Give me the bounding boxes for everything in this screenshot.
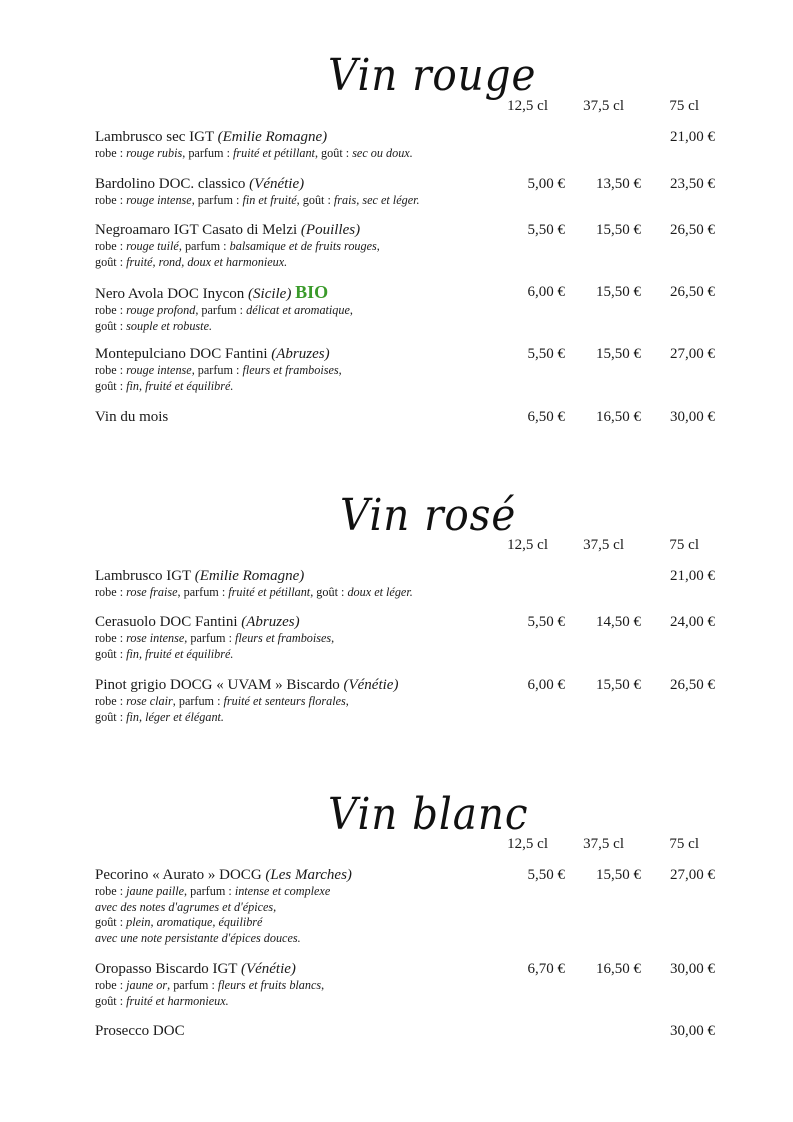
description-value: fruité et pétillant (228, 585, 311, 599)
wine-region: (Sicile) (248, 286, 292, 302)
price-37-5cl: 14,50 € (596, 614, 641, 630)
wine-description (95, 585, 715, 601)
price-75cl: 30,00 € (670, 961, 715, 977)
wine-description (95, 710, 715, 726)
wine-description (95, 884, 715, 900)
description-label: , goût : (314, 146, 353, 160)
price-75cl: 24,00 € (670, 614, 715, 630)
description-label: goût : (95, 254, 127, 269)
description-label: robe : (95, 631, 127, 645)
wine-name: Lambrusco sec IGT (95, 129, 214, 145)
description-label: , goût : (310, 585, 348, 599)
price-75cl: 27,00 € (670, 346, 715, 362)
description-value: avec une note persistante d'épices douces. (95, 930, 301, 945)
price-12-5cl: 6,50 € (527, 409, 565, 425)
column-header-12-5cl: 12,5 cl (507, 836, 548, 852)
description-label: , (345, 694, 349, 708)
wine-item (95, 613, 715, 662)
price-12-5cl: 6,00 € (527, 677, 565, 693)
column-header-75cl: 75 cl (669, 836, 699, 852)
price-75cl: 21,00 € (670, 568, 715, 584)
description-value: frais, sec et léger. (333, 193, 420, 207)
wine-description (95, 931, 715, 947)
description-label: , parfum : (195, 303, 247, 317)
description-label: , (376, 239, 380, 253)
description-value: fruité et senteurs florales (223, 694, 346, 708)
wine-description (95, 193, 715, 209)
description-label: , parfum : (167, 978, 218, 992)
description-value: fleurs et framboises, (235, 631, 335, 645)
wine-name-line (95, 128, 715, 146)
wine-description (95, 978, 715, 994)
description-label: parfum : (194, 363, 243, 377)
description-label: , (349, 303, 353, 317)
wine-item (95, 1022, 715, 1040)
description-label: goût : (95, 646, 127, 661)
wine-description (95, 994, 715, 1010)
wine-region: (Vénétie) (249, 176, 305, 192)
description-value: rouge intense, (126, 363, 195, 377)
wine-name-line (95, 1022, 715, 1040)
description-value: plein, aromatique, équilibré (126, 915, 263, 929)
wine-item (95, 283, 715, 334)
description-label: , parfum : (172, 694, 224, 708)
description-label: robe : (95, 239, 127, 253)
price-37-5cl: 16,50 € (596, 961, 641, 977)
price-12-5cl: 5,00 € (527, 176, 565, 192)
wine-name: Negroamaro IGT Casato di Melzi (95, 222, 298, 238)
description-value: rose fraise (126, 585, 178, 599)
wine-name: Pinot grigio DOCG « UVAM » Biscardo (95, 677, 340, 693)
wine-description (95, 900, 715, 916)
wine-description (95, 303, 715, 319)
price-37-5cl: 16,50 € (596, 409, 641, 425)
description-value: fin, fruité et équilibré. (126, 378, 234, 393)
description-label: , goût : (296, 193, 334, 207)
wine-item (95, 221, 715, 270)
wine-description (95, 146, 715, 162)
price-37-5cl: 15,50 € (596, 222, 641, 238)
description-value: rouge rubis (126, 146, 183, 160)
description-label: goût : (95, 709, 127, 724)
section-title: Vin rosé (340, 490, 517, 541)
description-value: délicat et aromatique (246, 303, 350, 317)
wine-region: (Vénétie) (343, 677, 399, 693)
description-label: , parfum : (177, 585, 229, 599)
wine-name: Lambrusco IGT (95, 568, 191, 584)
description-value: fruité, rond, doux et harmonieux. (126, 254, 288, 269)
wine-name: Bardolino DOC. classico (95, 176, 246, 192)
wine-name: Nero Avola DOC Inycon (95, 286, 245, 302)
wine-region: (Vénétie) (240, 961, 296, 977)
description-label: robe : (95, 585, 127, 599)
wine-description (95, 915, 715, 931)
wine-description (95, 631, 715, 647)
description-value: jaune or (126, 978, 168, 992)
description-value: balsamique et de fruits rouges (229, 239, 377, 253)
price-37-5cl: 13,50 € (596, 176, 641, 192)
description-label: goût : (95, 318, 127, 333)
description-value: souple et robuste. (126, 318, 213, 333)
price-75cl: 27,00 € (670, 867, 715, 883)
description-label: , parfum : (182, 146, 234, 160)
description-value: rouge intense (126, 193, 192, 207)
description-value: fin, fruité et équilibré. (126, 646, 234, 661)
description-label: , (321, 978, 325, 992)
description-label: robe : (95, 978, 127, 992)
description-value: rouge tuilé (126, 239, 179, 253)
price-12-5cl: 6,00 € (527, 284, 565, 300)
wine-name-line (95, 567, 715, 585)
price-12-5cl: 5,50 € (527, 614, 565, 630)
description-label: , parfum : (191, 193, 243, 207)
wine-item (95, 960, 715, 1009)
description-value: jaune paille (126, 884, 185, 898)
price-75cl: 26,50 € (670, 677, 715, 693)
wine-name: Vin du mois (95, 409, 169, 425)
price-37-5cl: 15,50 € (596, 677, 641, 693)
wine-description (95, 319, 715, 335)
wine-item (95, 128, 715, 162)
price-75cl: 21,00 € (670, 129, 715, 145)
section-title: Vin blanc (328, 789, 529, 840)
price-37-5cl: 15,50 € (596, 346, 641, 362)
price-75cl: 30,00 € (670, 409, 715, 425)
price-12-5cl: 5,50 € (527, 867, 565, 883)
column-header-12-5cl: 12,5 cl (507, 98, 548, 114)
wine-item (95, 866, 715, 946)
section-title: Vin rouge (328, 50, 537, 101)
description-value: avec des notes d'agrumes et d'épices, (95, 899, 277, 914)
wine-description (95, 379, 715, 395)
wine-description (95, 694, 715, 710)
description-label: goût : (95, 378, 127, 393)
description-label: robe : (95, 303, 127, 317)
description-value: fleurs et framboises, (242, 363, 342, 377)
description-label: goût : (95, 993, 127, 1008)
wine-region: (Emilie Romagne) (217, 129, 328, 145)
wine-item (95, 408, 715, 426)
description-value: rose clair (126, 694, 173, 708)
wine-region: (Abruzes) (241, 614, 300, 630)
wine-item (95, 345, 715, 394)
column-header-37-5cl: 37,5 cl (583, 537, 624, 553)
column-header-75cl: 75 cl (669, 98, 699, 114)
description-label: robe : (95, 146, 127, 160)
description-label: robe : (95, 694, 127, 708)
wine-region: (Emilie Romagne) (194, 568, 305, 584)
column-header-37-5cl: 37,5 cl (583, 98, 624, 114)
wine-item (95, 676, 715, 725)
wine-name: Cerasuolo DOC Fantini (95, 614, 238, 630)
description-value: fleurs et fruits blancs (217, 978, 322, 992)
wine-description (95, 255, 715, 271)
wine-name: Oropasso Biscardo IGT (95, 961, 238, 977)
price-12-5cl: 5,50 € (527, 222, 565, 238)
wine-item (95, 175, 715, 209)
price-37-5cl: 15,50 € (596, 284, 641, 300)
price-12-5cl: 5,50 € (527, 346, 565, 362)
bio-badge: BIO (295, 282, 329, 302)
wine-region: (Abruzes) (271, 346, 330, 362)
description-value: sec ou doux. (352, 146, 413, 160)
wine-description (95, 647, 715, 663)
description-value: rose intense, (126, 631, 188, 645)
wine-name: Montepulciano DOC Fantini (95, 346, 268, 362)
wine-region: (Pouilles) (300, 222, 361, 238)
description-label: goût : (95, 915, 127, 929)
description-value: doux et léger. (347, 585, 413, 599)
description-value: fruité et harmonieux. (126, 993, 229, 1008)
wine-name: Prosecco DOC (95, 1023, 185, 1039)
price-37-5cl: 15,50 € (596, 867, 641, 883)
description-label: robe : (95, 193, 127, 207)
description-label: parfum : (187, 631, 236, 645)
description-value: rouge profond (126, 303, 196, 317)
wine-description (95, 239, 715, 255)
column-header-12-5cl: 12,5 cl (507, 537, 548, 553)
price-12-5cl: 6,70 € (527, 961, 565, 977)
description-label: robe : (95, 363, 127, 377)
price-75cl: 23,50 € (670, 176, 715, 192)
wine-item (95, 567, 715, 601)
description-value: fruité et pétillant (233, 146, 315, 160)
price-75cl: 26,50 € (670, 284, 715, 300)
wine-description (95, 363, 715, 379)
price-75cl: 26,50 € (670, 222, 715, 238)
description-label: , parfum : (184, 884, 235, 898)
column-header-75cl: 75 cl (669, 537, 699, 553)
description-value: fin, léger et élégant. (126, 709, 224, 724)
wine-region: (Les Marches) (265, 867, 352, 883)
description-label: , parfum : (178, 239, 230, 253)
description-value: fin et fruité (242, 193, 297, 207)
price-75cl: 30,00 € (670, 1023, 715, 1039)
wine-name: Pecorino « Aurato » DOCG (95, 867, 262, 883)
column-header-37-5cl: 37,5 cl (583, 836, 624, 852)
description-value: intense et complexe (234, 884, 331, 898)
description-label: robe : (95, 884, 127, 898)
